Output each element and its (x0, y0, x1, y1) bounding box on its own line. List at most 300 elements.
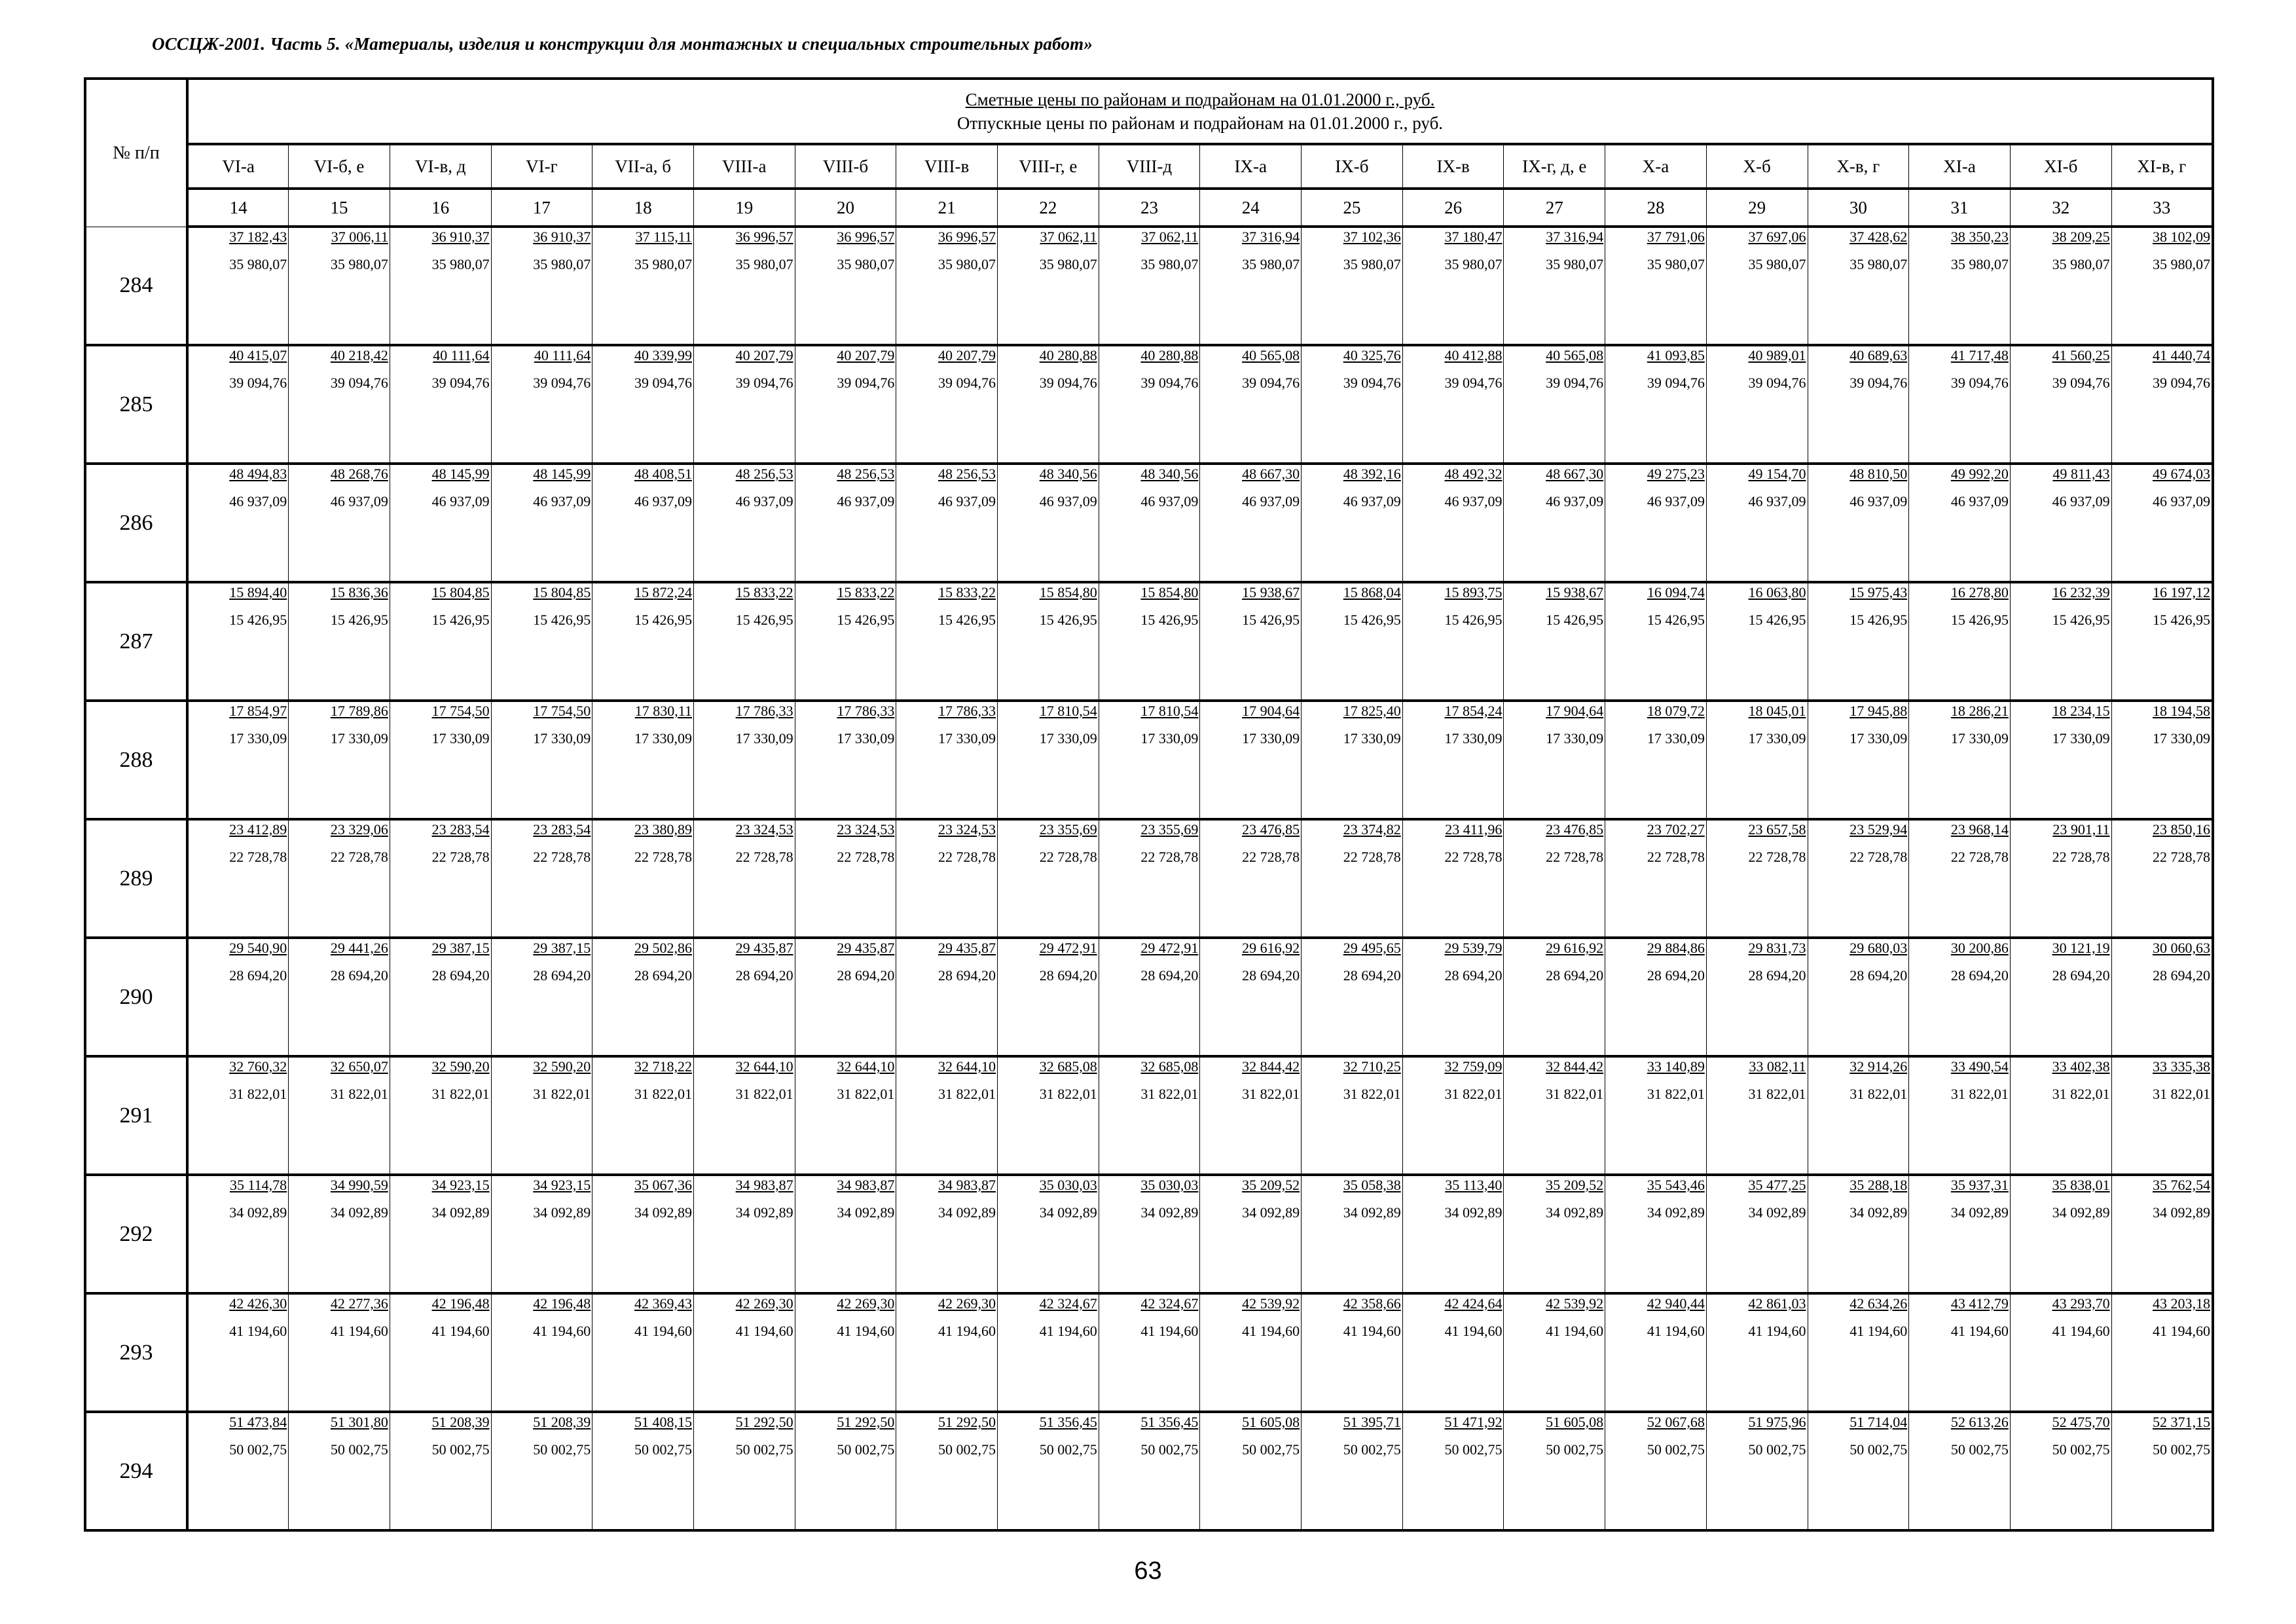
estimate-price: 32 844,42 (1242, 1058, 1300, 1075)
table-title (187, 79, 2213, 144)
price-cell (592, 1412, 694, 1530)
estimate-price: 48 667,30 (1242, 466, 1300, 482)
column-number: 23 (1099, 189, 1200, 227)
release-price: 22 728,78 (1546, 849, 1604, 865)
price-cell (693, 1412, 795, 1530)
release-price: 34 092,89 (1748, 1204, 1806, 1221)
release-price: 46 937,09 (330, 493, 388, 509)
column-number: 14 (187, 189, 289, 227)
region-header: VIII-б (795, 144, 896, 189)
column-number: 30 (1808, 189, 1909, 227)
price-cell (795, 1412, 896, 1530)
estimate-price: 52 613,26 (1950, 1414, 2009, 1430)
price-cell (896, 819, 998, 938)
price-cell (592, 1056, 694, 1175)
estimate-price: 16 232,39 (2052, 584, 2110, 600)
release-price: 50 002,75 (431, 1441, 490, 1458)
estimate-price: 51 292,50 (938, 1414, 996, 1430)
release-price: 22 728,78 (634, 849, 692, 865)
estimate-price: 51 356,45 (1140, 1414, 1199, 1430)
estimate-price: 35 838,01 (2052, 1177, 2110, 1193)
estimate-price: 35 477,25 (1748, 1177, 1806, 1193)
release-price: 15 426,95 (1242, 612, 1300, 628)
release-price: 17 330,09 (533, 730, 591, 747)
estimate-price: 48 667,30 (1546, 466, 1604, 482)
price-cell (2010, 345, 2111, 464)
release-price: 15 426,95 (1748, 612, 1806, 628)
release-price: 15 426,95 (1140, 612, 1199, 628)
estimate-price: 38 350,23 (1950, 229, 2009, 245)
price-cell (1504, 938, 1605, 1056)
region-header: VIII-а (693, 144, 795, 189)
estimate-price: 40 325,76 (1343, 347, 1401, 363)
release-price: 50 002,75 (330, 1441, 388, 1458)
price-cell (1504, 227, 1605, 345)
table-row (85, 1056, 2213, 1175)
release-price: 15 426,95 (533, 612, 591, 628)
price-cell (1706, 464, 1808, 582)
price-cell (1909, 464, 2011, 582)
release-price: 35 980,07 (330, 256, 388, 272)
release-price: 17 330,09 (1748, 730, 1806, 747)
price-cell (1605, 701, 1707, 819)
price-cell (491, 464, 592, 582)
release-price: 35 980,07 (1242, 256, 1300, 272)
release-price: 35 980,07 (938, 256, 996, 272)
estimate-price: 51 292,50 (735, 1414, 793, 1430)
price-cell (1605, 1056, 1707, 1175)
estimate-price: 34 983,87 (735, 1177, 793, 1193)
price-cell (1302, 227, 1403, 345)
estimate-price: 30 200,86 (1950, 940, 2009, 956)
estimate-price: 29 472,91 (1039, 940, 1097, 956)
price-cell (491, 1175, 592, 1293)
region-header: VII-а, б (592, 144, 694, 189)
release-price: 35 980,07 (1950, 256, 2009, 272)
price-cell (1302, 1056, 1403, 1175)
price-cell (1302, 819, 1403, 938)
release-price: 41 194,60 (1748, 1323, 1806, 1339)
estimate-price: 23 355,69 (1039, 821, 1097, 838)
price-cell (1706, 582, 1808, 701)
release-price: 41 194,60 (1546, 1323, 1604, 1339)
price-cell (693, 819, 795, 938)
price-cell (1099, 1412, 1200, 1530)
estimate-price: 17 786,33 (938, 703, 996, 719)
price-cell (491, 938, 592, 1056)
price-cell (1200, 1412, 1302, 1530)
price-cell (1099, 701, 1200, 819)
release-price: 50 002,75 (1039, 1441, 1097, 1458)
table-row (85, 345, 2213, 464)
price-cell (289, 1412, 390, 1530)
release-price: 28 694,20 (634, 967, 692, 984)
price-cell (1808, 582, 1909, 701)
release-price: 31 822,01 (229, 1086, 287, 1102)
estimate-price: 40 280,88 (1140, 347, 1199, 363)
estimate-price: 48 256,53 (837, 466, 895, 482)
price-cell (1504, 1293, 1605, 1412)
release-price: 46 937,09 (634, 493, 692, 509)
column-number: 22 (998, 189, 1099, 227)
release-price: 39 094,76 (2152, 375, 2210, 391)
estimate-price: 43 412,79 (1950, 1295, 2009, 1312)
release-price: 17 330,09 (330, 730, 388, 747)
price-cell (1402, 819, 1504, 938)
estimate-price: 40 689,63 (1850, 347, 1908, 363)
estimate-price: 35 030,03 (1140, 1177, 1199, 1193)
price-cell (2010, 938, 2111, 1056)
estimate-price: 42 539,92 (1546, 1295, 1604, 1312)
release-price: 50 002,75 (1950, 1441, 2009, 1458)
price-cell (896, 464, 998, 582)
release-price: 15 426,95 (837, 612, 895, 628)
release-price: 31 822,01 (634, 1086, 692, 1102)
price-cell (1605, 938, 1707, 1056)
release-price: 22 728,78 (1039, 849, 1097, 865)
estimate-price: 16 278,80 (1950, 584, 2009, 600)
estimate-price: 17 945,88 (1850, 703, 1908, 719)
estimate-price: 43 203,18 (2152, 1295, 2210, 1312)
estimate-price: 18 079,72 (1647, 703, 1705, 719)
price-cell (1909, 582, 2011, 701)
release-price: 50 002,75 (1444, 1441, 1503, 1458)
price-cell (2010, 464, 2111, 582)
price-cell (1909, 701, 2011, 819)
price-cell (998, 701, 1099, 819)
release-price: 15 426,95 (2052, 612, 2110, 628)
column-number: 33 (2111, 189, 2213, 227)
price-cell (187, 701, 289, 819)
estimate-price: 32 650,07 (330, 1058, 388, 1075)
release-price: 50 002,75 (2152, 1441, 2210, 1458)
estimate-price: 42 324,67 (1140, 1295, 1199, 1312)
price-cell (187, 582, 289, 701)
table-row (85, 464, 2213, 582)
price-cell (187, 938, 289, 1056)
estimate-price: 51 395,71 (1343, 1414, 1401, 1430)
release-price: 50 002,75 (1647, 1441, 1705, 1458)
release-price: 22 728,78 (1950, 849, 2009, 865)
row-number: 289 (85, 819, 187, 938)
price-cell (1302, 1293, 1403, 1412)
estimate-price: 51 471,92 (1444, 1414, 1503, 1430)
release-price: 31 822,01 (2152, 1086, 2210, 1102)
estimate-price: 15 833,22 (938, 584, 996, 600)
release-price: 34 092,89 (837, 1204, 895, 1221)
release-price: 17 330,09 (634, 730, 692, 747)
estimate-price: 32 685,08 (1039, 1058, 1097, 1075)
release-price: 41 194,60 (1343, 1323, 1401, 1339)
estimate-price: 15 854,80 (1140, 584, 1199, 600)
price-cell (1605, 582, 1707, 701)
release-price: 22 728,78 (1444, 849, 1503, 865)
price-cell (795, 701, 896, 819)
release-price: 39 094,76 (533, 375, 591, 391)
price-cell (491, 819, 592, 938)
release-price: 46 937,09 (533, 493, 591, 509)
column-number: 25 (1302, 189, 1403, 227)
price-cell (693, 1175, 795, 1293)
price-cell (795, 1175, 896, 1293)
estimate-price: 18 194,58 (2152, 703, 2210, 719)
price-cell (390, 345, 491, 464)
estimate-price: 48 408,51 (634, 466, 692, 482)
release-price: 17 330,09 (938, 730, 996, 747)
estimate-price: 37 102,36 (1343, 229, 1401, 245)
region-header: IX-в (1402, 144, 1504, 189)
price-cell (390, 701, 491, 819)
estimate-price: 48 340,56 (1039, 466, 1097, 482)
estimate-price: 37 180,47 (1444, 229, 1503, 245)
price-cell (1605, 227, 1707, 345)
price-cell (390, 819, 491, 938)
region-header: VI-в, д (390, 144, 491, 189)
release-price: 35 980,07 (1850, 256, 1908, 272)
price-cell (2111, 227, 2213, 345)
price-cell (1808, 1293, 1909, 1412)
release-price: 17 330,09 (1039, 730, 1097, 747)
price-cell (1200, 1056, 1302, 1175)
price-cell (1605, 464, 1707, 582)
price-cell (187, 1412, 289, 1530)
price-cell (1909, 1175, 2011, 1293)
region-header: IX-а (1200, 144, 1302, 189)
region-header: XI-а (1909, 144, 2011, 189)
price-cell (1302, 701, 1403, 819)
estimate-price: 40 565,08 (1242, 347, 1300, 363)
price-cell (998, 938, 1099, 1056)
price-cell (693, 938, 795, 1056)
estimate-price: 37 062,11 (1040, 229, 1097, 245)
estimate-price: 43 293,70 (2052, 1295, 2110, 1312)
row-number: 284 (85, 227, 187, 345)
release-price: 28 694,20 (1546, 967, 1604, 984)
release-price: 35 980,07 (837, 256, 895, 272)
estimate-price: 42 369,43 (634, 1295, 692, 1312)
release-price: 31 822,01 (837, 1086, 895, 1102)
estimate-price: 23 968,14 (1950, 821, 2009, 838)
release-price: 31 822,01 (1647, 1086, 1705, 1102)
price-cell (1402, 938, 1504, 1056)
price-cell (592, 819, 694, 938)
estimate-price: 15 836,36 (330, 584, 388, 600)
estimate-price: 23 374,82 (1343, 821, 1401, 838)
estimate-price: 42 196,48 (533, 1295, 591, 1312)
price-cell (592, 345, 694, 464)
price-cell (1605, 345, 1707, 464)
price-cell (1605, 1412, 1707, 1530)
estimate-price: 29 616,92 (1546, 940, 1604, 956)
release-price: 15 426,95 (229, 612, 287, 628)
price-cell (1909, 938, 2011, 1056)
release-price: 28 694,20 (1850, 967, 1908, 984)
release-price: 39 094,76 (1850, 375, 1908, 391)
estimate-price: 23 380,89 (634, 821, 692, 838)
estimate-price: 16 094,74 (1647, 584, 1705, 600)
price-cell (1099, 938, 1200, 1056)
release-price: 34 092,89 (2152, 1204, 2210, 1221)
price-cell (289, 819, 390, 938)
estimate-price: 51 208,39 (533, 1414, 591, 1430)
release-price: 15 426,95 (2152, 612, 2210, 628)
price-cell (896, 227, 998, 345)
estimate-price: 38 102,09 (2152, 229, 2210, 245)
estimate-price: 41 717,48 (1950, 347, 2009, 363)
release-price: 28 694,20 (735, 967, 793, 984)
release-price: 28 694,20 (1647, 967, 1705, 984)
release-price: 22 728,78 (1647, 849, 1705, 865)
price-cell (1504, 345, 1605, 464)
estimate-price: 15 804,85 (533, 584, 591, 600)
release-price: 15 426,95 (634, 612, 692, 628)
release-price: 46 937,09 (1343, 493, 1401, 509)
release-price: 35 980,07 (1748, 256, 1806, 272)
release-price: 22 728,78 (837, 849, 895, 865)
release-price: 28 694,20 (2152, 967, 2210, 984)
estimate-price: 29 616,92 (1242, 940, 1300, 956)
price-cell (1504, 464, 1605, 582)
estimate-price: 48 494,83 (229, 466, 287, 482)
estimate-price: 32 759,09 (1444, 1058, 1503, 1075)
price-cell (1302, 1412, 1403, 1530)
region-header: VI-г (491, 144, 592, 189)
estimate-price: 35 058,38 (1343, 1177, 1401, 1193)
region-header: XI-в, г (2111, 144, 2213, 189)
estimate-price: 34 923,15 (533, 1177, 591, 1193)
column-number: 28 (1605, 189, 1707, 227)
estimate-price: 32 644,10 (735, 1058, 793, 1075)
table-row (85, 1175, 2213, 1293)
release-price: 15 426,95 (330, 612, 388, 628)
estimate-price: 29 495,65 (1343, 940, 1401, 956)
price-cell (1706, 819, 1808, 938)
price-cell (592, 227, 694, 345)
estimate-price: 35 209,52 (1242, 1177, 1300, 1193)
price-cell (2010, 1056, 2111, 1175)
price-cell (592, 582, 694, 701)
price-cell (795, 819, 896, 938)
estimate-price: 52 067,68 (1647, 1414, 1705, 1430)
estimate-price: 37 428,62 (1850, 229, 1908, 245)
estimate-price: 51 975,96 (1748, 1414, 1806, 1430)
estimate-price: 32 710,25 (1343, 1058, 1401, 1075)
release-price: 41 194,60 (2152, 1323, 2210, 1339)
release-price: 50 002,75 (2052, 1441, 2110, 1458)
price-cell (896, 582, 998, 701)
price-cell (592, 701, 694, 819)
release-price: 31 822,01 (1850, 1086, 1908, 1102)
estimate-price: 42 269,30 (938, 1295, 996, 1312)
release-price: 35 980,07 (1444, 256, 1503, 272)
price-cell (896, 1412, 998, 1530)
price-cell (1504, 701, 1605, 819)
estimate-price: 32 685,08 (1140, 1058, 1199, 1075)
release-price: 22 728,78 (533, 849, 591, 865)
price-cell (896, 1175, 998, 1293)
estimate-price: 15 868,04 (1343, 584, 1401, 600)
column-number: 24 (1200, 189, 1302, 227)
estimate-price: 42 861,03 (1748, 1295, 1806, 1312)
estimate-price: 18 045,01 (1748, 703, 1806, 719)
release-price: 31 822,01 (2052, 1086, 2110, 1102)
estimate-price: 15 833,22 (735, 584, 793, 600)
price-cell (491, 1412, 592, 1530)
region-header: VIII-д (1099, 144, 1200, 189)
price-cell (1909, 345, 2011, 464)
column-number: 20 (795, 189, 896, 227)
release-price: 34 092,89 (1647, 1204, 1705, 1221)
price-cell (491, 227, 592, 345)
estimate-price: 52 475,70 (2052, 1414, 2110, 1430)
price-cell (795, 1056, 896, 1175)
estimate-price: 34 983,87 (938, 1177, 996, 1193)
price-cell (795, 464, 896, 582)
price-cell (1808, 701, 1909, 819)
price-cell (1200, 1293, 1302, 1412)
price-cell (1302, 582, 1403, 701)
estimate-price: 40 339,99 (634, 347, 692, 363)
release-price: 34 092,89 (1140, 1204, 1199, 1221)
release-price: 50 002,75 (229, 1441, 287, 1458)
release-price: 50 002,75 (1343, 1441, 1401, 1458)
estimate-price: 29 502,86 (634, 940, 692, 956)
estimate-price: 37 182,43 (229, 229, 287, 245)
row-number: 290 (85, 938, 187, 1056)
release-price: 34 092,89 (634, 1204, 692, 1221)
release-price: 39 094,76 (2052, 375, 2110, 391)
release-price: 41 194,60 (1444, 1323, 1503, 1339)
release-price: 35 980,07 (1140, 256, 1199, 272)
price-cell (1302, 345, 1403, 464)
estimate-price: 15 975,43 (1850, 584, 1908, 600)
table-row (85, 1293, 2213, 1412)
estimate-price: 51 292,50 (837, 1414, 895, 1430)
price-cell (289, 1293, 390, 1412)
price-cell (491, 1056, 592, 1175)
price-cell (1504, 819, 1605, 938)
column-number: 17 (491, 189, 592, 227)
estimate-price: 23 324,53 (735, 821, 793, 838)
estimate-price: 34 983,87 (837, 1177, 895, 1193)
estimate-price: 34 990,59 (330, 1177, 388, 1193)
price-cell (693, 1293, 795, 1412)
price-cell (896, 701, 998, 819)
release-price: 39 094,76 (1444, 375, 1503, 391)
price-cell (1200, 819, 1302, 938)
price-cell (998, 345, 1099, 464)
release-price: 17 330,09 (1242, 730, 1300, 747)
price-cell (2010, 819, 2111, 938)
release-price: 35 980,07 (229, 256, 287, 272)
release-price: 46 937,09 (1950, 493, 2009, 509)
estimate-price: 49 992,20 (1950, 466, 2009, 482)
price-cell (2111, 464, 2213, 582)
release-price: 28 694,20 (1242, 967, 1300, 984)
estimate-price: 52 371,15 (2152, 1414, 2210, 1430)
estimate-price: 18 234,15 (2052, 703, 2110, 719)
release-price: 22 728,78 (2152, 849, 2210, 865)
estimate-price: 48 145,99 (533, 466, 591, 482)
price-cell (592, 1293, 694, 1412)
price-cell (1909, 1056, 2011, 1175)
price-cell (1302, 1175, 1403, 1293)
price-cell (795, 1293, 896, 1412)
release-price: 41 194,60 (1242, 1323, 1300, 1339)
estimate-price: 51 208,39 (431, 1414, 490, 1430)
price-cell (491, 345, 592, 464)
price-cell (2111, 1175, 2213, 1293)
